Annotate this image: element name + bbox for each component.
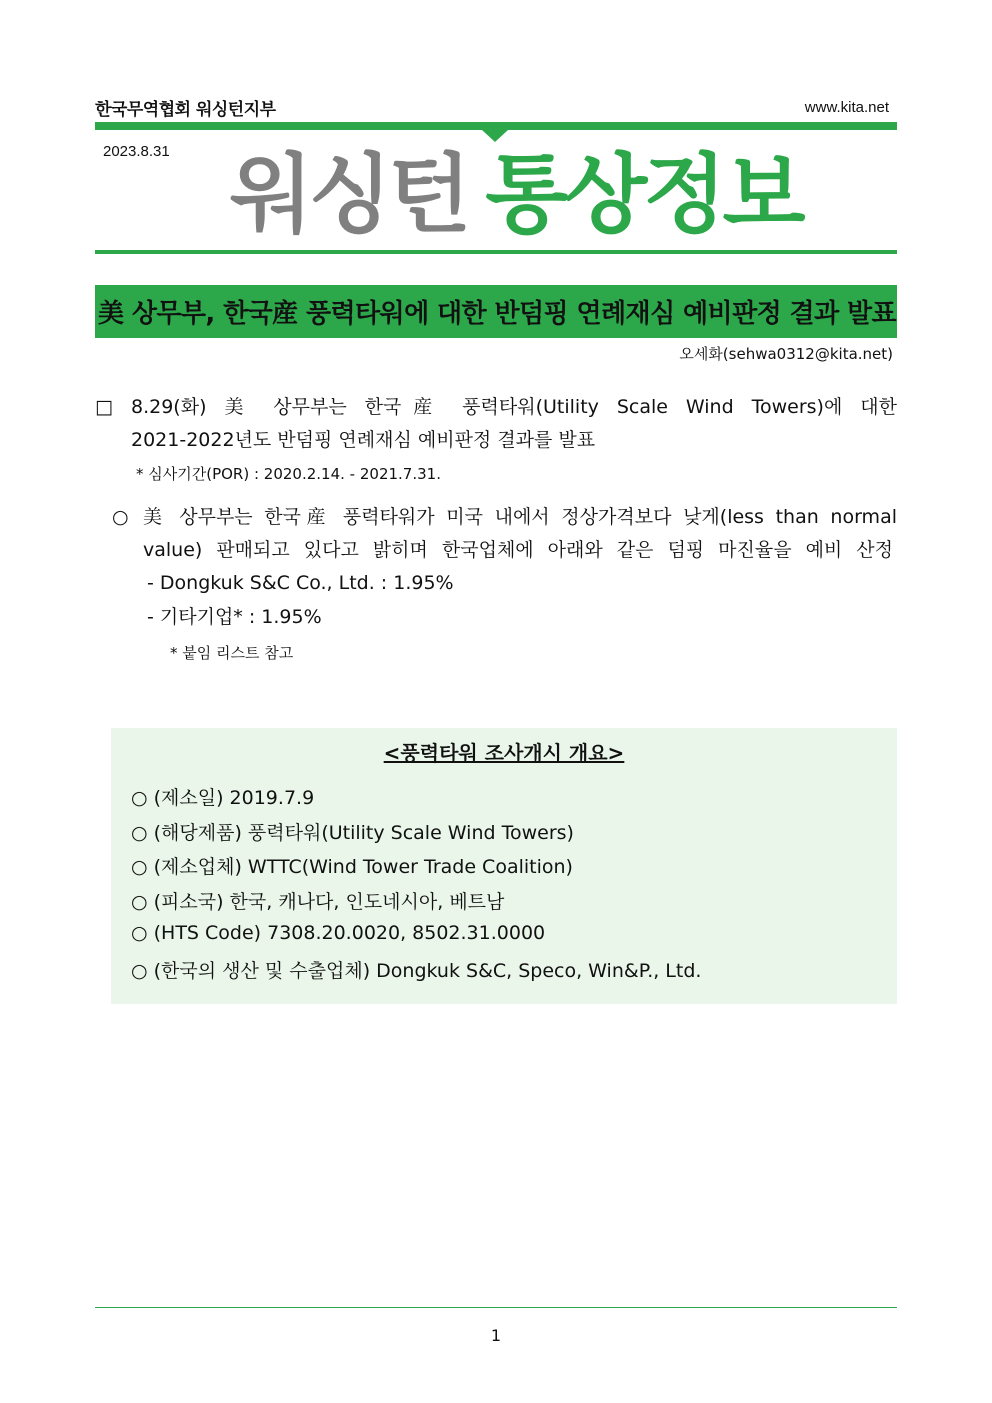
- margin-others: - 기타기업* : 1.95%: [147, 606, 322, 628]
- masthead-gray: 워싱턴: [230, 145, 468, 245]
- article-title: 美 상무부, 한국産 풍력타워에 대한 반덤핑 연례재심 예비판정 결과 발표: [98, 299, 897, 329]
- margin-dongkuk: - Dongkuk S&C Co., Ltd. : 1.95%: [147, 572, 454, 594]
- organization-name: 한국무역협회 워싱턴지부: [95, 100, 276, 120]
- masthead: [230, 140, 802, 250]
- paragraph-1-line-2: 2021-2022년도 반덤핑 연례재심 예비판정 결과를 발표: [131, 429, 596, 451]
- paragraph-2-marker: ○: [112, 506, 129, 528]
- overview-item: ○ (제소업체) WTTC(Wind Tower Trade Coalition): [131, 856, 573, 878]
- website-link[interactable]: www.kita.net: [804, 99, 889, 116]
- header-divider: [95, 122, 897, 130]
- masthead-underline: [95, 250, 897, 254]
- page-number: 1: [490, 1326, 502, 1345]
- issue-date: 2023.8.31: [103, 143, 170, 160]
- overview-item: ○ (피소국) 한국, 캐나다, 인도네시아, 베트남: [131, 891, 505, 913]
- paragraph-1-note: * 심사기간(POR) : 2020.2.14. - 2021.7.31.: [136, 465, 441, 483]
- overview-item: ○ (제소일) 2019.7.9: [131, 787, 315, 809]
- paragraph-2-line-2: value) 판매되고 있다고 밝히며 한국업체에 아래와 같은 덤핑 마진율을 예비 산정: [143, 539, 893, 561]
- overview-title: <풍력타워 조사개시 개요>: [383, 741, 625, 765]
- paragraph-1-line-1: 8.29(화) 美 상무부는 한국産 풍력타워(Utility Scale Wind Towers)에 대한: [131, 396, 897, 418]
- author-line: 오세화(sehwa0312@kita.net): [679, 345, 893, 363]
- overview-item: ○ (해당제품) 풍력타워(Utility Scale Wind Towers): [131, 822, 574, 844]
- paragraph-2-line-1: 美 상무부는 한국産 풍력타워가 미국 내에서 정상가격보다 낮게(less than normal: [143, 506, 897, 528]
- footer-divider: [95, 1307, 897, 1308]
- overview-item: ○ (한국의 생산 및 수출업체) Dongkuk S&C, Speco, Win&P., Ltd.: [131, 960, 702, 982]
- margin-note: * 붙임 리스트 참고: [170, 644, 294, 662]
- paragraph-1-marker: □: [95, 396, 113, 418]
- overview-item: ○ (HTS Code) 7308.20.0020, 8502.31.0000: [131, 922, 546, 944]
- masthead-green: 통상정보: [485, 145, 802, 245]
